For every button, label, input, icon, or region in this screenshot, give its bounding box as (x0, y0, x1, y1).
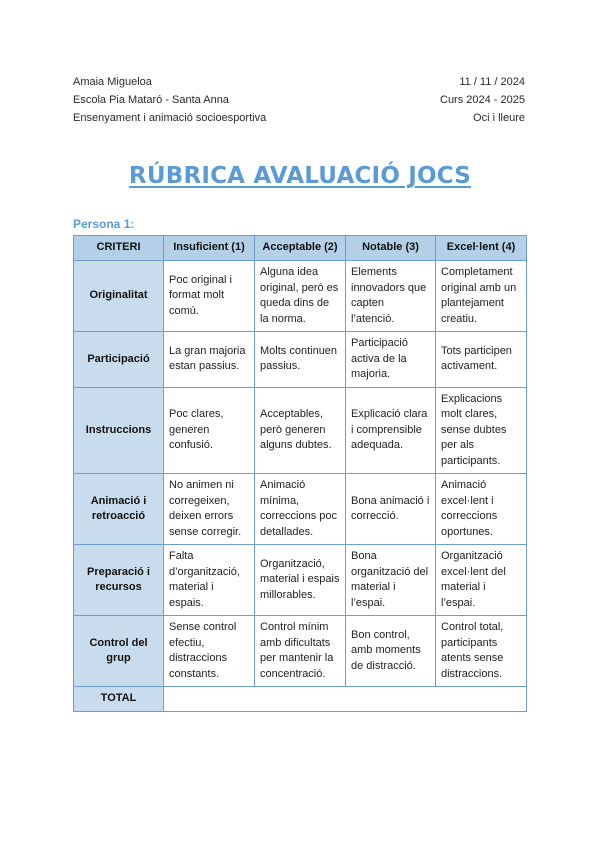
page-title: RÚBRICA AVALUACIÓ JOCS (128, 163, 472, 189)
column-header: Insuficient (1) (164, 236, 255, 261)
persona-label: Persona 1: (73, 217, 135, 231)
column-header: Acceptable (2) (255, 236, 346, 261)
column-header: CRITERI (74, 236, 164, 261)
criterion-label: Participació (74, 332, 164, 388)
total-value (164, 687, 527, 712)
total-label: TOTAL (74, 687, 164, 712)
table-row (74, 474, 527, 545)
document-header (73, 73, 525, 127)
column-header: Notable (3) (346, 236, 436, 261)
rubric-cell: Organització, material i espais millorables. (255, 545, 346, 616)
rubric-cell: Poc clares, generen confusió. (164, 387, 255, 474)
header-row-3 (73, 109, 525, 127)
author-name: Amaia Migueloa (73, 76, 152, 88)
table-row (74, 387, 527, 474)
rubric-cell: Explicació clara i comprensible adequada. (346, 387, 436, 474)
rubric-cell: La gran majoria estan passius. (164, 332, 255, 388)
course-year: Curs 2024 - 2025 (440, 94, 525, 106)
rubric-cell: Tots participen activament. (436, 332, 527, 388)
rubric-cell: Elements innovadors que capten l’atenció. (346, 261, 436, 332)
criterion-label: Animació i retroacció (74, 474, 164, 545)
rubric-cell: Participació activa de la majoria. (346, 332, 436, 388)
total-row (74, 687, 527, 712)
rubric-cell: Acceptables, però generen alguns dubtes. (255, 387, 346, 474)
rubric-cell: Molts continuen passius. (255, 332, 346, 388)
table-row (74, 261, 527, 332)
rubric-cell: No animen ni corregeixen, deixen errors sense corregir. (164, 474, 255, 545)
rubric-table (73, 235, 527, 712)
criterion-label: Originalitat (74, 261, 164, 332)
table-header-row (74, 236, 527, 261)
rubric-cell: Animació mínima, correccions poc detallades. (255, 474, 346, 545)
table-row (74, 616, 527, 687)
header-row-1 (73, 73, 525, 91)
rubric-cell: Control mínim amb dificultats per mantenir la concentració. (255, 616, 346, 687)
program-name: Ensenyament i animació socioesportiva (73, 112, 267, 124)
rubric-cell: Organització excel·lent del material i l’espai. (436, 545, 527, 616)
date: 11 / 11 / 2024 (459, 76, 525, 88)
rubric-cell: Bona organització del material i l’espai. (346, 545, 436, 616)
rubric-cell: Sense control efectiu, distraccions constants. (164, 616, 255, 687)
table-row (74, 332, 527, 388)
criterion-label: Preparació i recursos (74, 545, 164, 616)
header-row-2 (73, 91, 525, 109)
subject-name: Oci i lleure (473, 112, 525, 124)
rubric-cell: Bona animació i correcció. (346, 474, 436, 545)
rubric-cell: Explicacions molt clares, sense dubtes per als participants. (436, 387, 527, 474)
criterion-label: Control del grup (74, 616, 164, 687)
rubric-cell: Poc original i format molt comú. (164, 261, 255, 332)
rubric-cell: Completament original amb un plantejament creatiu. (436, 261, 527, 332)
column-header: Excel·lent (4) (436, 236, 527, 261)
rubric-cell: Alguna idea original, però es queda dins de la norma. (255, 261, 346, 332)
criterion-label: Instruccions (74, 387, 164, 474)
rubric-cell: Bon control, amb moments de distracció. (346, 616, 436, 687)
rubric-cell: Falta d’organització, material i espais. (164, 545, 255, 616)
school-name: Escola Pia Mataró - Santa Anna (73, 94, 229, 106)
rubric-cell: Animació excel·lent i correccions oportunes. (436, 474, 527, 545)
rubric-cell: Control total, participants atents sense distraccions. (436, 616, 527, 687)
table-row (74, 545, 527, 616)
